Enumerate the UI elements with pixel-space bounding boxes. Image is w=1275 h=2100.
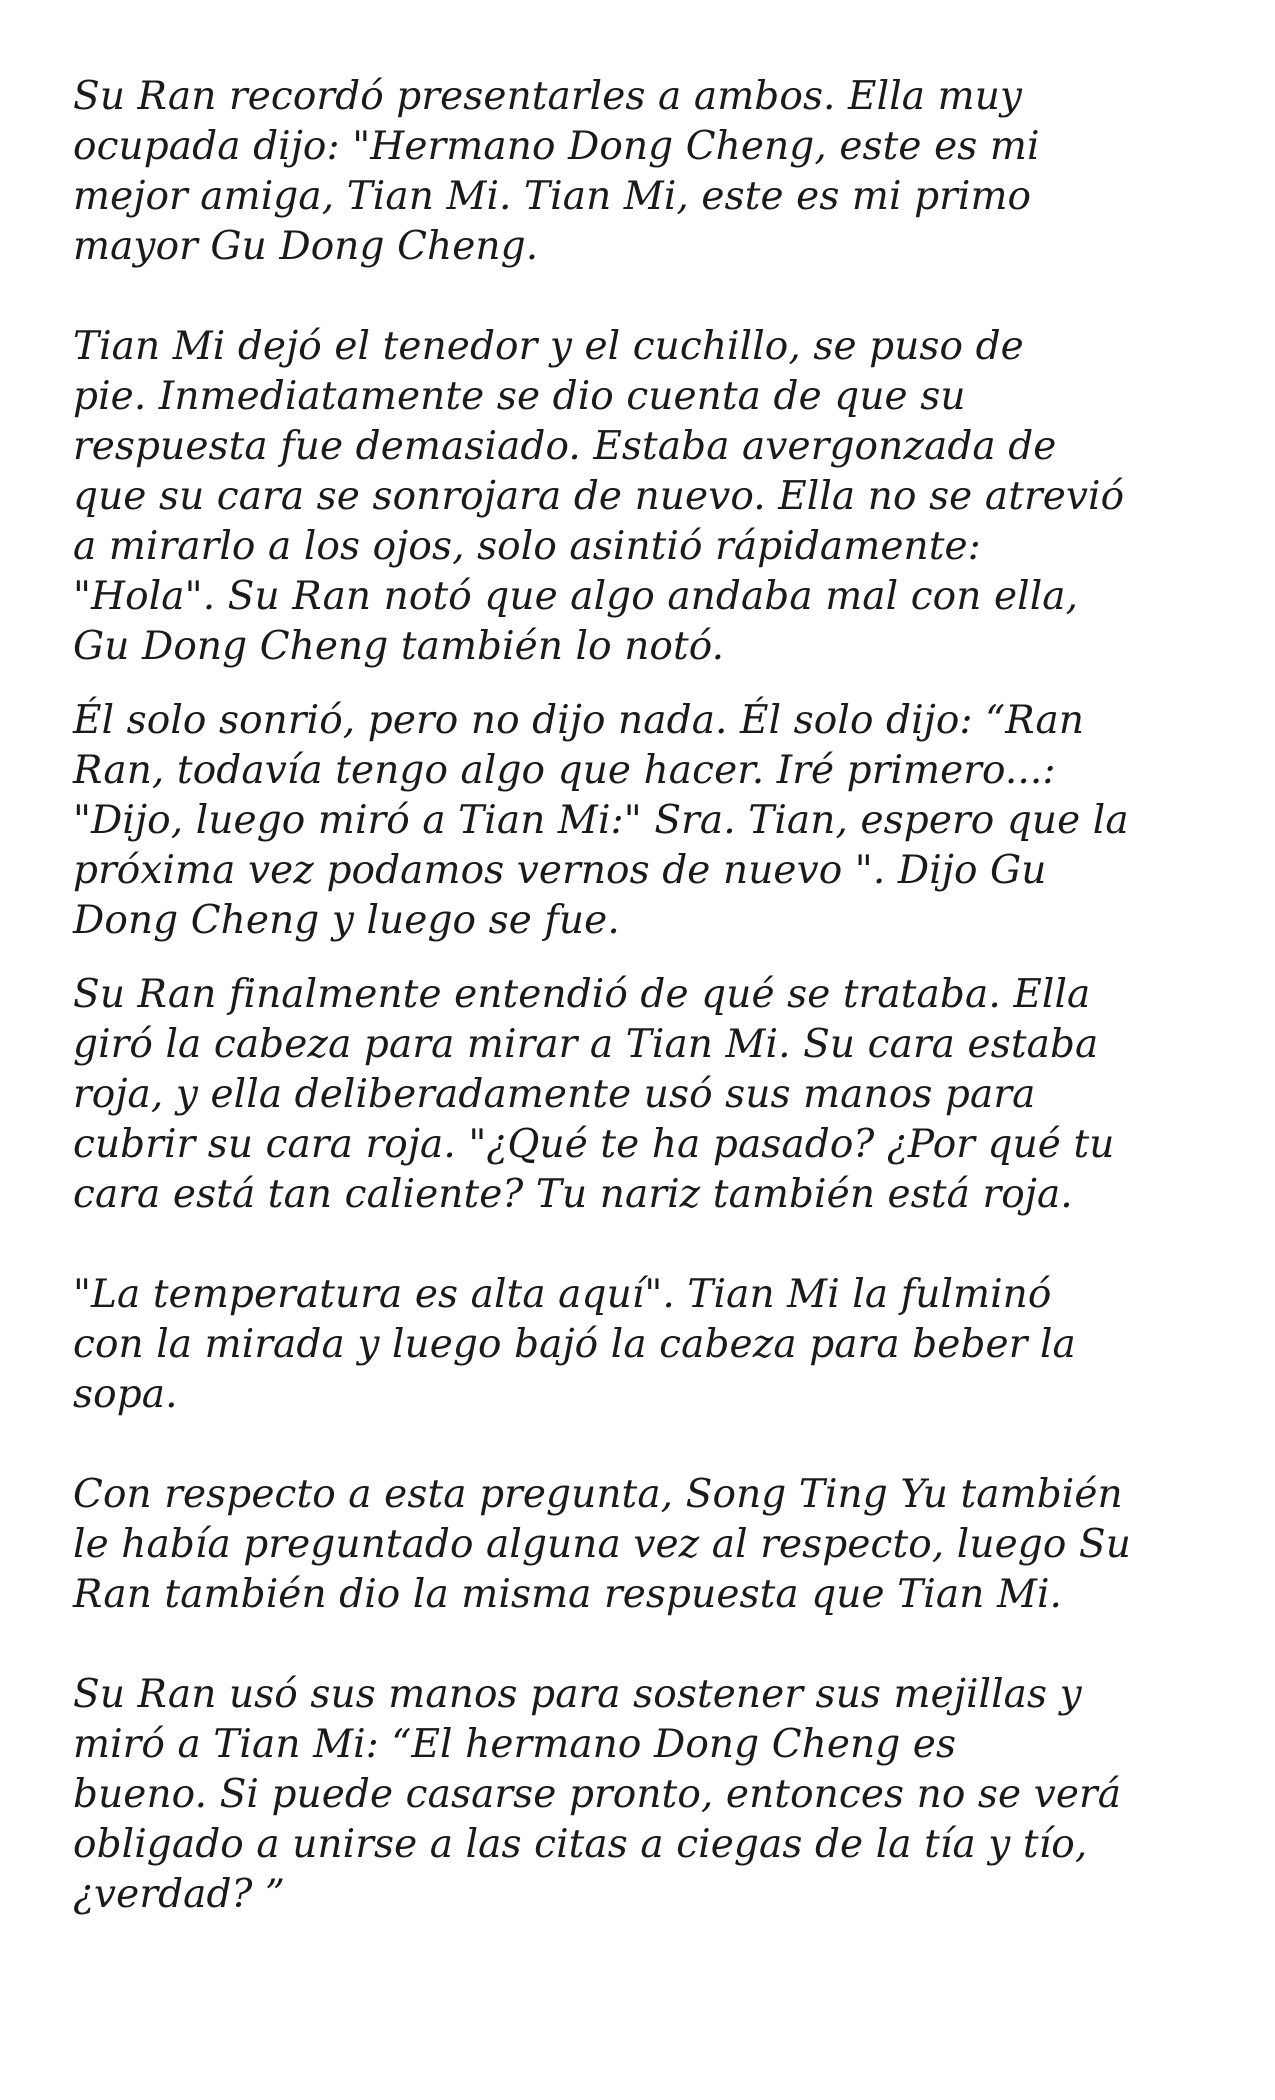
text-line: mejor amiga, Tian Mi. Tian Mi, este es mi primo xyxy=(73,174,1032,219)
text-line: Su Ran recordó presentarles a ambos. Ella muy xyxy=(73,74,1023,119)
paragraph-spacer xyxy=(73,672,1213,696)
text-line: Tian Mi dejó el tenedor y el cuchillo, se puso de xyxy=(73,324,1024,369)
text-line: pie. Inmediatamente se dio cuenta de que su xyxy=(73,374,966,419)
paragraph-6 xyxy=(73,1470,1213,1620)
text-line: Con respecto a esta pregunta, Song Ting Yu también xyxy=(73,1472,1123,1517)
text-line: respuesta fue demasiado. Estaba avergonzada de xyxy=(73,424,1057,469)
text-line: Su Ran finalmente entendió de qué se trataba. Ella xyxy=(73,972,1091,1017)
text-line: ocupada dijo: "Hermano Dong Cheng, este es mi xyxy=(73,124,1040,169)
paragraph-spacer xyxy=(73,1420,1213,1470)
text-line: cara está tan caliente? Tu nariz también está roja. xyxy=(73,1172,1073,1217)
paragraph-7 xyxy=(73,1670,1213,1920)
text-line: roja, y ella deliberadamente usó sus manos para xyxy=(73,1072,1036,1117)
text-line: sopa. xyxy=(73,1372,178,1417)
paragraph-1 xyxy=(73,72,1213,272)
paragraph-3 xyxy=(73,696,1213,946)
paragraph-5 xyxy=(73,1270,1213,1420)
text-line: "Dijo, luego miró a Tian Mi:" Sra. Tian, espero que la xyxy=(73,798,1129,843)
text-line: giró la cabeza para mirar a Tian Mi. Su cara estaba xyxy=(73,1022,1099,1067)
text-line: cubrir su cara roja. "¿Qué te ha pasado? ¿Por qué tu xyxy=(73,1122,1115,1167)
text-line: Él solo sonrió, pero no dijo nada. Él solo dijo: “Ran xyxy=(73,698,1085,743)
document-page xyxy=(73,72,1213,1920)
paragraph-spacer xyxy=(73,946,1213,970)
text-line: "Hola". Su Ran notó que algo andaba mal con ella, xyxy=(73,574,1079,619)
paragraph-spacer xyxy=(73,272,1213,322)
text-line: Gu Dong Cheng también lo notó. xyxy=(73,624,725,669)
text-line: Ran también dio la misma respuesta que Tian Mi. xyxy=(73,1572,1063,1617)
text-line: miró a Tian Mi: “El hermano Dong Cheng es xyxy=(73,1722,957,1767)
text-line: ¿verdad? ” xyxy=(73,1872,286,1917)
text-line: obligado a unirse a las citas a ciegas de la tía y tío, xyxy=(73,1822,1088,1867)
text-line: mayor Gu Dong Cheng. xyxy=(73,224,539,269)
paragraph-4 xyxy=(73,970,1213,1220)
text-line: a mirarlo a los ojos, solo asintió rápidamente: xyxy=(73,524,981,569)
text-line: bueno. Si puede casarse pronto, entonces no se verá xyxy=(73,1772,1122,1817)
text-line: Su Ran usó sus manos para sostener sus mejillas y xyxy=(73,1672,1082,1717)
paragraph-spacer xyxy=(73,1620,1213,1670)
paragraph-2 xyxy=(73,322,1213,672)
text-line: próxima vez podamos vernos de nuevo ". Dijo Gu xyxy=(73,848,1047,893)
text-line: Ran, todavía tengo algo que hacer. Iré primero...: xyxy=(73,748,1056,793)
paragraph-spacer xyxy=(73,1220,1213,1270)
text-line: "La temperatura es alta aquí". Tian Mi la fulminó xyxy=(73,1272,1052,1317)
text-line: que su cara se sonrojara de nuevo. Ella no se atrevió xyxy=(73,474,1125,519)
text-line: Dong Cheng y luego se fue. xyxy=(73,898,620,943)
text-line: le había preguntado alguna vez al respecto, luego Su xyxy=(73,1522,1131,1567)
text-line: con la mirada y luego bajó la cabeza para beber la xyxy=(73,1322,1076,1367)
